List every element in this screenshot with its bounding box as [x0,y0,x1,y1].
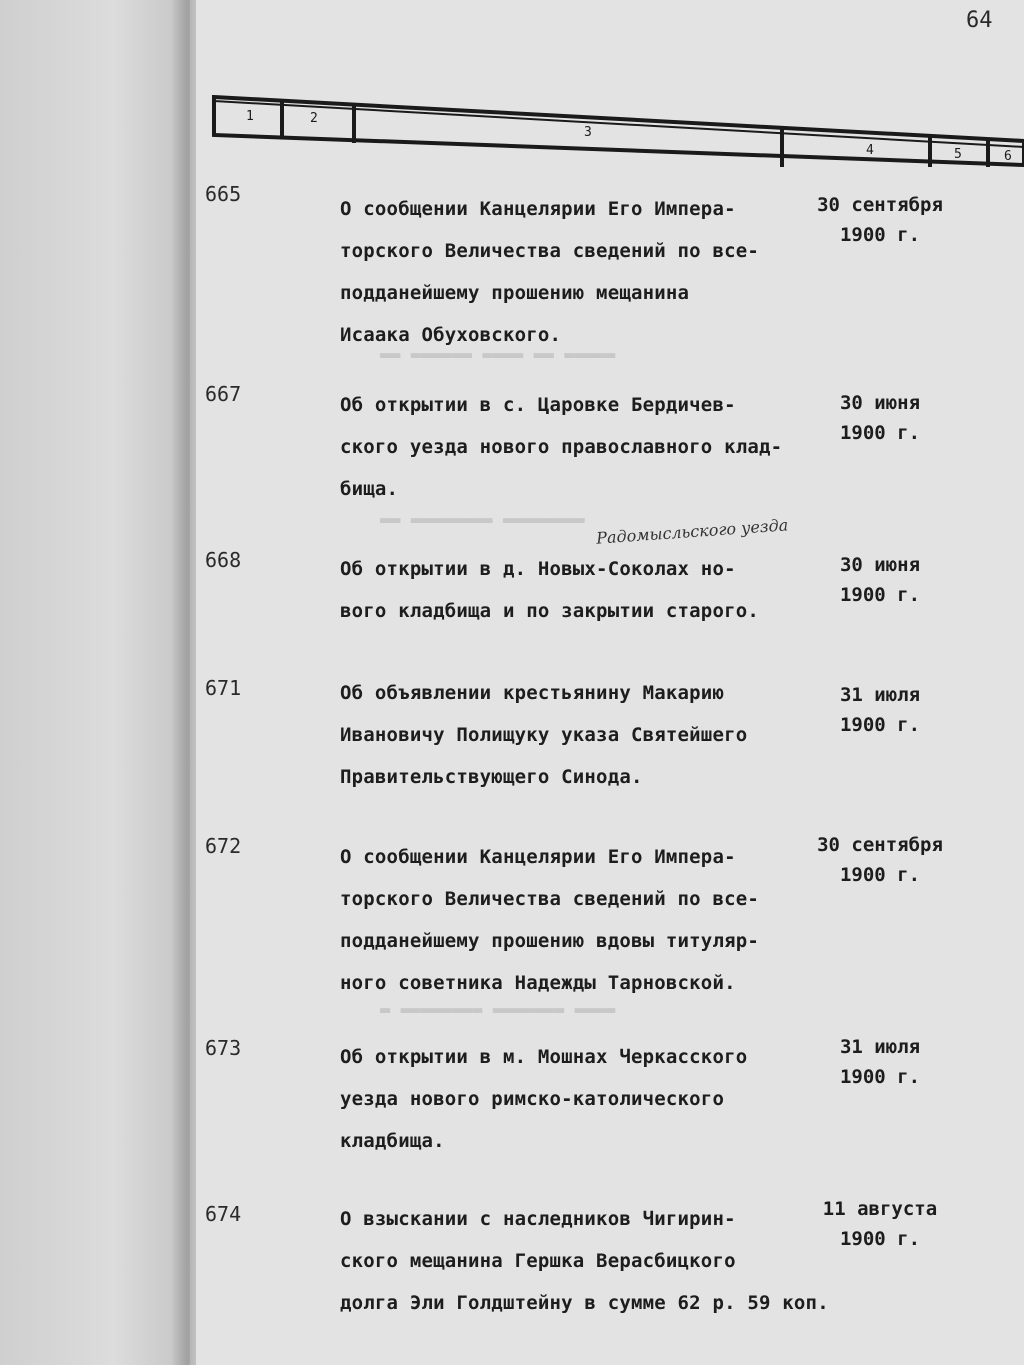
entry-number: 667 [205,382,242,406]
entry-line: Правительствующего Синода. [340,766,643,788]
column-header-table [212,95,1024,167]
entry-date-year: 1900 г. [839,714,921,736]
header-col-4: 4 [866,143,874,158]
bleed-through-text: ▬ ▬▬▬▬▬▬▬▬ ▬▬▬▬▬▬▬ ▬▬▬▬ [380,1000,616,1020]
entry-description [340,188,810,356]
entry-date-day: 30 сентября [817,194,943,216]
handwritten-annotation: Радомысльского уезда [595,515,789,548]
entry-date [800,830,960,890]
entry-number: 673 [205,1036,242,1060]
entry-line: торского Величества сведений по все- [340,240,760,262]
entry-line: Об открытии в с. Царовке Бердичев- [340,394,736,416]
entry-date [800,190,960,250]
entry-line: О сообщении Канцелярии Его Импера- [340,846,736,868]
entry-date-year: 1900 г. [839,422,921,444]
entry-date-day: 11 августа [822,1198,938,1220]
entry-line: подданейшему прошению мещанина [340,282,690,304]
entry-line: Об объявлении крестьянину Макарию [340,682,725,704]
entry-description [340,836,810,1004]
entry-line: бища. [340,478,399,500]
entry-date [800,1032,960,1092]
column-header-grid [212,95,1024,167]
entry-line: уезда нового римско-католического [340,1088,725,1110]
entry-line: долга Эли Голдштейну в сумме 62 р. 59 коп. [340,1292,829,1314]
entry-date [800,1194,960,1254]
header-col-6: 6 [1004,149,1012,164]
entry-number: 674 [205,1202,242,1226]
entry-line: кладбища. [340,1130,445,1152]
entry-line: ного советника Надежды Тарновской. [340,972,736,994]
entry-line: О взыскании с наследников Чигирин- [340,1208,736,1230]
entry-date-year: 1900 г. [839,864,921,886]
entry-date-year: 1900 г. [839,584,921,606]
entry-date-year: 1900 г. [839,1066,921,1088]
entry-line: ского уезда нового православного клад- [340,436,783,458]
entry-date-year: 1900 г. [839,224,921,246]
entry-date-day: 31 июля [839,1036,921,1058]
entry-date [800,680,960,740]
entry-date-day: 30 сентября [817,834,943,856]
entry-description [340,548,810,632]
entry-number: 671 [205,676,242,700]
entry-line: подданейшему прошению вдовы титуляр- [340,930,760,952]
entry-date-day: 30 июня [839,554,921,576]
entry-number: 665 [205,182,242,206]
entry-description [340,1036,810,1162]
entry-line: Об открытии в д. Новых-Соколах но- [340,558,736,580]
entry-number: 672 [205,834,242,858]
left-page-edge [0,0,190,1365]
entry-description [340,1198,829,1324]
header-col-1: 1 [246,109,254,124]
entry-line: ского мещанина Гершка Верасбицкого [340,1250,736,1272]
entry-line: вого кладбища и по закрытии старого. [340,600,760,622]
entry-line: Об открытии в м. Мошнах Черкасского [340,1046,748,1068]
bleed-through-text: ▬▬ ▬▬▬▬▬▬▬▬ ▬▬▬▬▬▬▬▬ [380,510,585,530]
entry-line: торского Величества сведений по все- [340,888,760,910]
bleed-through-text: ▬▬ ▬▬▬▬▬▬ ▬▬▬▬ ▬▬ ▬▬▬▬▬ [380,345,616,365]
entry-number: 668 [205,548,242,572]
header-col-3: 3 [584,125,592,140]
header-col-5: 5 [954,147,962,162]
entry-line: О сообщении Канцелярии Его Импера- [340,198,736,220]
entry-line: Ивановичу Полищуку указа Святейшего [340,724,748,746]
entry-description [340,384,810,510]
page-number: 64 [966,8,993,33]
entry-description [340,672,810,798]
entry-line: Исаака Обуховского. [340,324,562,346]
entry-date-year: 1900 г. [839,1228,921,1250]
entry-date [800,550,960,610]
header-col-2: 2 [310,111,318,126]
entry-date-day: 30 июня [839,392,921,414]
entry-date [800,388,960,448]
entry-date-day: 31 июля [839,684,921,706]
